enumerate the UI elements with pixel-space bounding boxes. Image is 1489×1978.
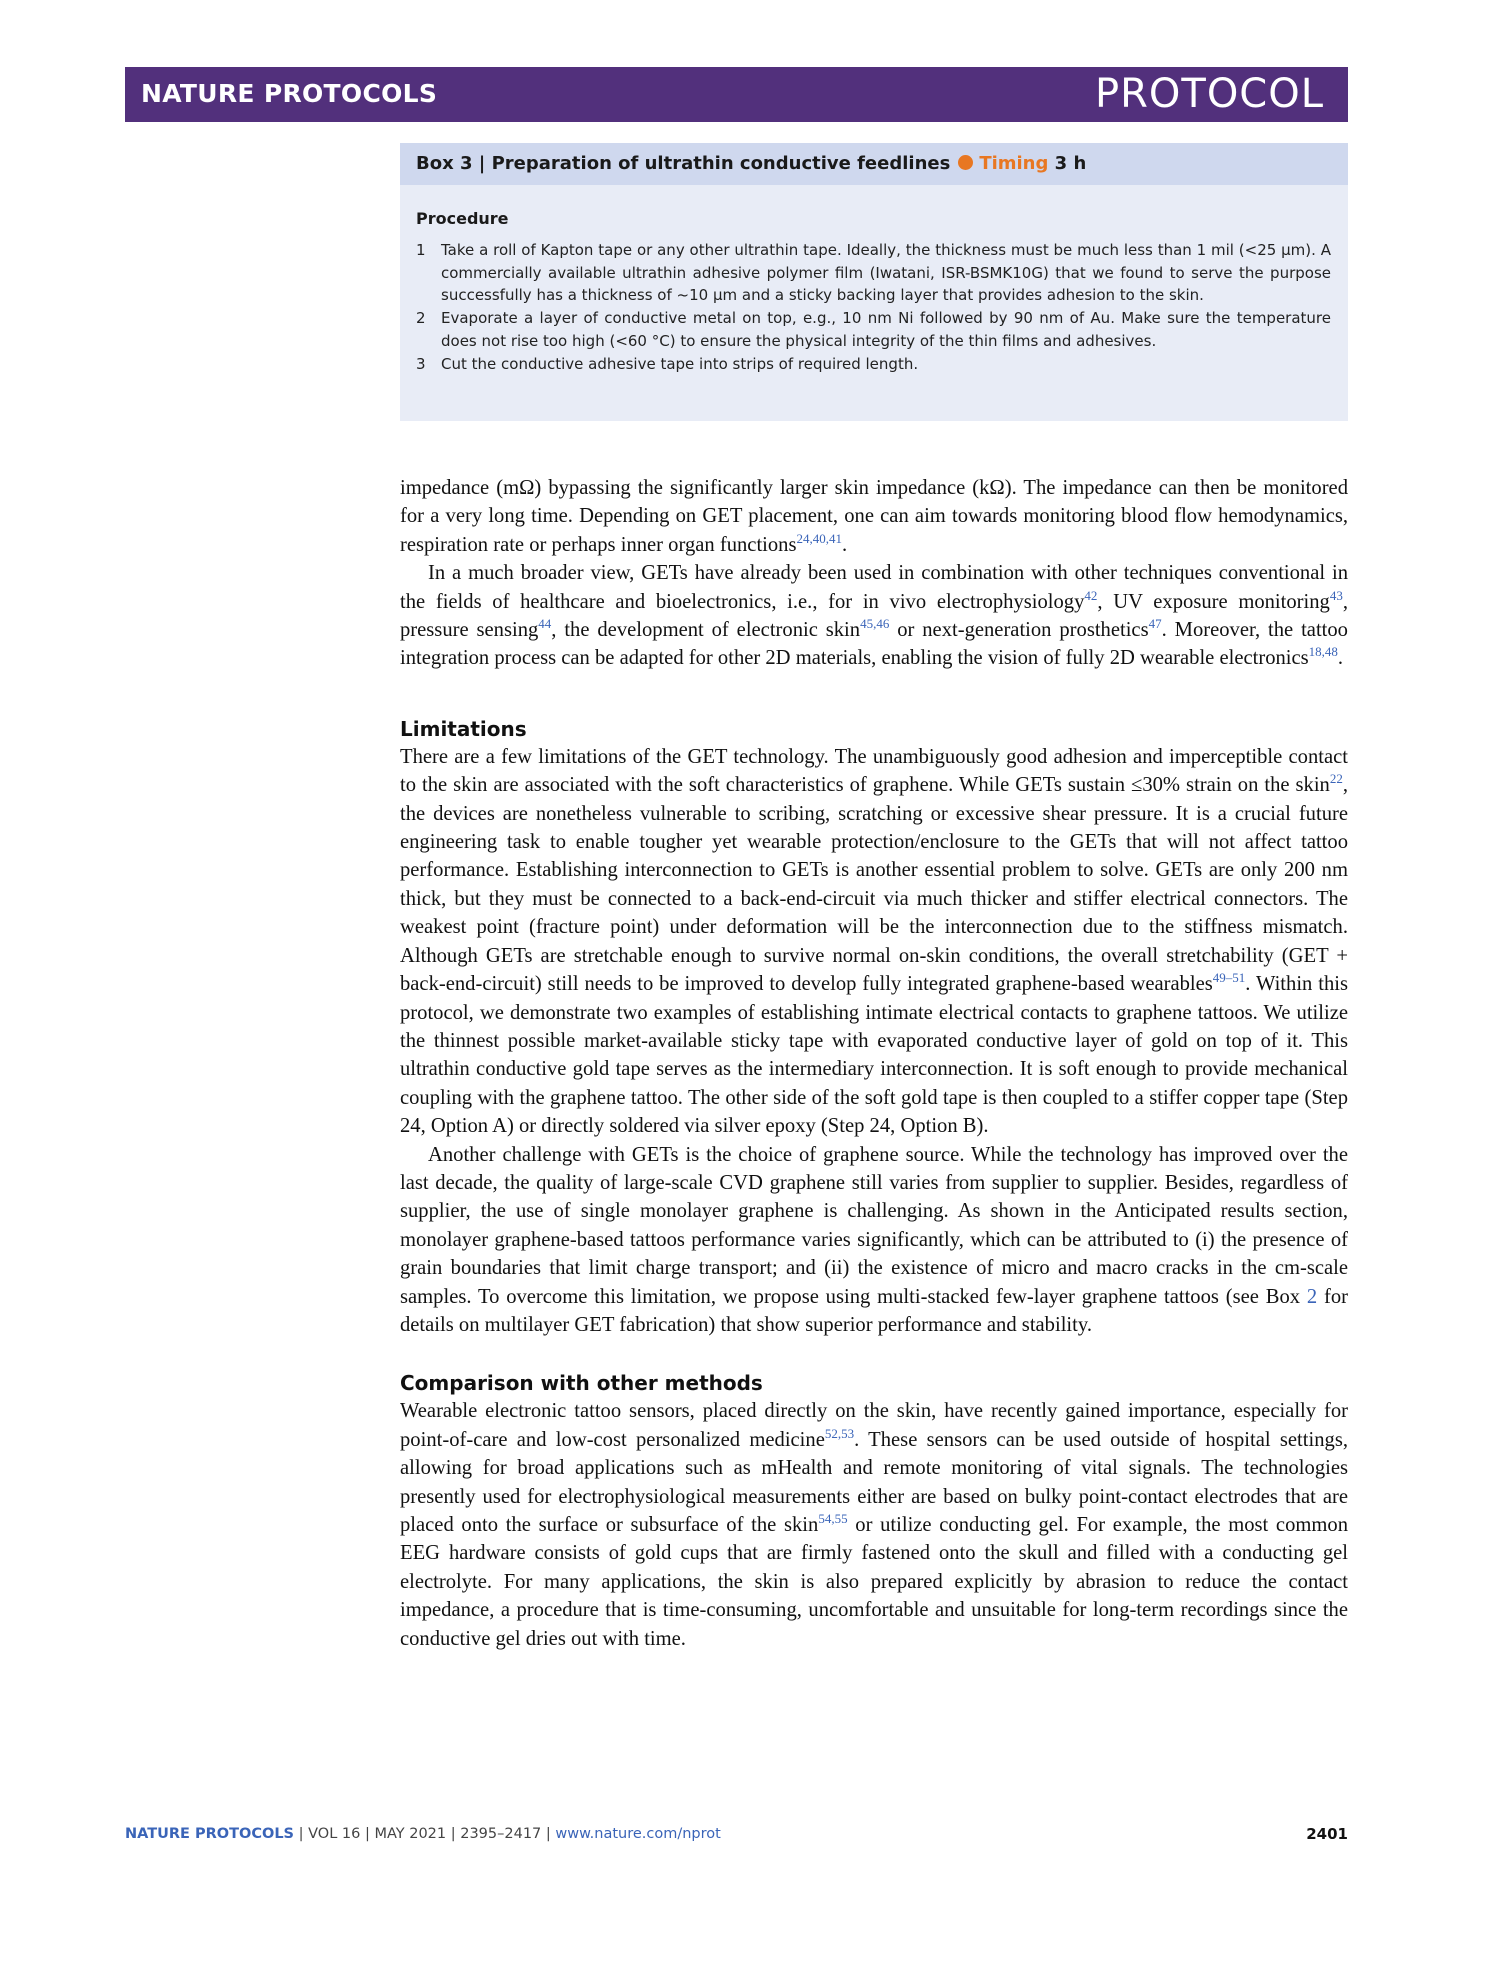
box-3 <box>400 143 1348 421</box>
article-type: PROTOCOL <box>1094 71 1324 117</box>
procedure-step <box>416 307 1331 352</box>
footer-pages: 2395–2417 <box>460 1826 542 1842</box>
procedure-step <box>416 239 1331 307</box>
body-paragraph <box>400 1397 1348 1653</box>
text-run: , the devices are nonetheless vulnerable to scribing, scratching or excessive shear pressure. It is a crucial future engineering task to enable tougher yet wearable protection/enclosure to the GETs that will not affect tattoo performance. Establishing interconnection to GETs is another essential problem to solve. GETs are only 200 nm thick, but they must be connected to a back-end-circuit via much thicker and stiffer electrical connectors. The weakest point (fracture point) under deformation will be the interconnection due to the stiffness mismatch. Although GETs are stretchable enough to survive normal on-skin conditions, the overall stretchability (GET + back-end-circuit) still needs to be improved to develop fully integrated graphene-based wearables <box>400 774 1348 996</box>
text-run: . Within this protocol, we demonstrate two examples of establishing intimate electrical contacts to graphene tattoos. We utilize the thinnest possible market-available sticky tape with evaporated conductive layer of gold on top of it. This ultrathin conductive gold tape serves as the intermediary interconnection. It is soft enough to provide mechanical coupling with the graphene tattoo. The other side of the soft gold tape is then coupled to a stiffer copper tape (Step 24, Option A) or directly soldered via silver epoxy (Step 24, Option B). <box>400 973 1348 1138</box>
citation-link[interactable]: 44 <box>538 616 552 632</box>
step-text: Cut the conductive adhesive tape into strips of required length. <box>441 354 919 373</box>
citation-link[interactable]: 18,48 <box>1308 644 1338 660</box>
step-number: 1 <box>416 241 426 259</box>
box-title <box>416 153 1086 174</box>
footer-date: MAY 2021 <box>374 1826 447 1842</box>
body-paragraph <box>400 1141 1348 1340</box>
step-text: Take a roll of Kapton tape or any other ultrathin tape. Ideally, the thickness must be much less than 1 mil (<25 µm). A commercially available ultrathin adhesive polymer film (Iwatani, ISR-BSMK10G) that we found to serve the purpose successfully has a thickness of ~10 µm and a sticky backing layer that provides adhesion to the skin. <box>441 241 1331 305</box>
step-text: Evaporate a layer of conductive metal on top, e.g., 10 nm Ni followed by 90 nm of Au. Make sure the temperature does not rise too high (<60 °C) to ensure the physical integrity of the thin films and adhesives. <box>441 309 1331 350</box>
footer-separator: | <box>364 1826 370 1842</box>
footer-separator: | <box>298 1826 304 1842</box>
article-body <box>400 474 1348 1653</box>
text-run: impedance (mΩ) bypassing the significantly larger skin impedance (kΩ). The impedance can then be monitored for a very long time. Depending on GET placement, one can aim towards monitoring blood flow hemodynamics, respiration rate or perhaps inner organ functions <box>400 477 1348 556</box>
citation-link[interactable]: 49–51 <box>1212 970 1246 986</box>
text-run: or utilize conducting gel. For example, the most common EEG hardware consists of gold cups that are firmly fastened onto the skull and filled with a conducting gel electrolyte. For many applications, the skin is also prepared explicitly by abrasion to reduce the contact impedance, a procedure that is time-consuming, uncomfortable and unsuitable for long-term recordings since the conductive gel dries out with time. <box>400 1514 1348 1650</box>
box-title-bar <box>400 143 1348 185</box>
timing-label: Timing <box>979 153 1049 174</box>
procedure-step <box>416 353 1331 376</box>
text-run: Wearable electronic tattoo sensors, placed directly on the skin, have recently gained importance, especially for point-of-care and low-cost personalized medicine <box>400 1400 1348 1451</box>
citation-link[interactable]: 43 <box>1329 587 1343 603</box>
text-run: . <box>1337 647 1344 670</box>
text-run: . <box>842 533 848 556</box>
citation-link[interactable]: 22 <box>1329 771 1343 787</box>
citation-link[interactable]: 42 <box>1084 587 1098 603</box>
box-title-text: Box 3 | Preparation of ultrathin conductive feedlines <box>416 153 951 174</box>
journal-header <box>125 67 1348 122</box>
text-run: for details on multilayer GET fabrication) that show superior performance and stability. <box>400 1285 1348 1336</box>
citation-link[interactable]: 54,55 <box>818 1511 848 1526</box>
text-run: , pressure sensing <box>400 590 1348 642</box>
section-heading-comparison: Comparison with other methods <box>400 1371 763 1396</box>
journal-name: NATURE PROTOCOLS <box>141 79 438 108</box>
procedure-heading: Procedure <box>416 209 509 228</box>
step-number: 2 <box>416 309 426 328</box>
text-run: , the development of electronic skin <box>551 619 861 642</box>
citation-link[interactable]: 24,40,41 <box>796 530 842 546</box>
timing-dot-icon <box>958 155 973 170</box>
citation-link[interactable]: 52,53 <box>824 1425 855 1441</box>
citation-link[interactable]: 45,46 <box>860 616 890 632</box>
footer-separator: | <box>545 1826 551 1842</box>
text-run: Another challenge with GETs is the choice of graphene source. While the technology has improved over the last decade, the quality of large-scale CVD graphene still varies from supplier to supplier. Besides, regardless of supplier, the use of single monolayer graphene is challenging. As shown in the Anticipated results section, monolayer graphene-based tattoos performance varies significantly, which can be attributed to (i) the presence of grain boundaries that limit charge transport; and (ii) the existence of micro and macro cracks in the cm-scale samples. To overcome this limitation, we propose using multi-stacked few-layer graphene tattoos (see Box <box>400 1143 1348 1308</box>
timing-value: 3 h <box>1054 153 1087 174</box>
footer-journal: NATURE PROTOCOLS <box>125 1826 295 1842</box>
section-heading-limitations: Limitations <box>400 716 527 741</box>
footer-url-link[interactable]: www.nature.com/nprot <box>555 1826 721 1842</box>
procedure-steps <box>416 239 1331 375</box>
text-run: . Moreover, the tattoo integration process can be adapted for other 2D materials, enabling the vision of fully 2D wearable electronics <box>400 619 1348 670</box>
text-run: or next-generation prosthetics <box>889 619 1149 642</box>
page-number: 2401 <box>1306 1825 1348 1843</box>
box-reference-link[interactable]: 2 <box>1306 1285 1318 1308</box>
citation-link[interactable]: 47 <box>1148 616 1162 632</box>
text-run: In a much broader view, GETs have already been used in combination with other techniques conventional in the fields of healthcare and bioelectronics, i.e., for in vivo electrophysiology <box>400 562 1348 613</box>
body-paragraph <box>400 474 1348 559</box>
body-paragraph <box>400 559 1348 673</box>
footer-volume: VOL 16 <box>308 1826 361 1842</box>
body-paragraph <box>400 743 1348 1141</box>
text-run: There are a few limitations of the GET technology. The unambiguously good adhesion and imperceptible contact to the skin are associated with the soft characteristics of graphene. While GETs sustain ≤30% strain on the skin <box>400 745 1348 797</box>
step-number: 3 <box>416 354 426 373</box>
footer-separator: | <box>450 1826 456 1842</box>
page-footer <box>125 1826 721 1842</box>
text-run: . These sensors can be used outside of hospital settings, allowing for broad applications such as mHealth and remote monitoring of vital signals. The technologies presently used for electrophysiological measurements either are based on bulky point-contact electrodes that are placed onto the surface or subsurface of the skin <box>400 1428 1348 1536</box>
text-run: , UV exposure monitoring <box>1097 590 1330 613</box>
